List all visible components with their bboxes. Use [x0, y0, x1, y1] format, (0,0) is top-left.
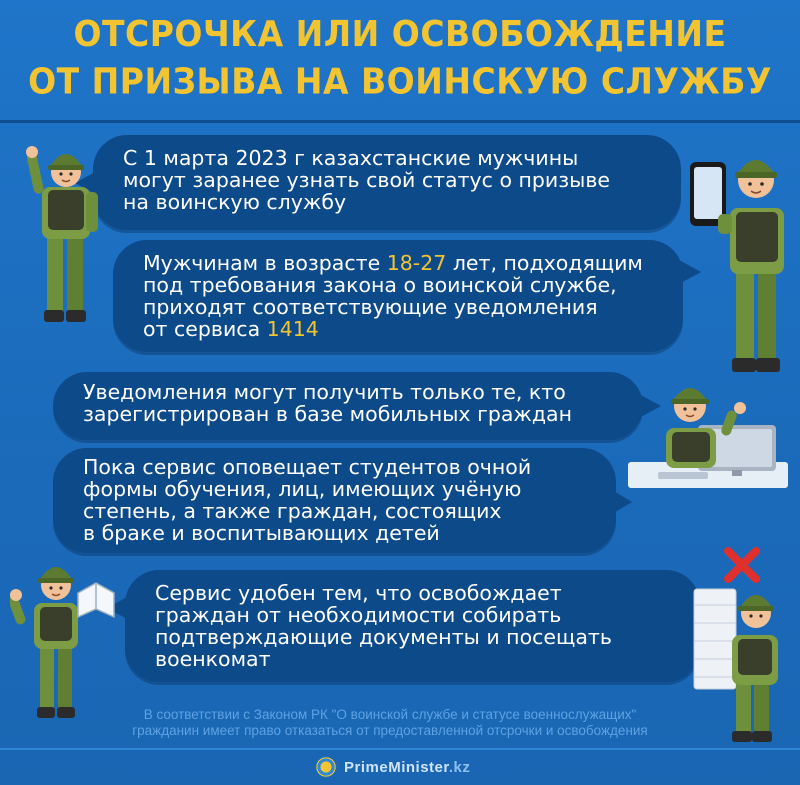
age-range-highlight: 18-27: [386, 251, 447, 275]
info-bubble-categories: [53, 448, 616, 553]
bubble-text-line: Пока сервис оповещает студентов очной: [83, 455, 532, 479]
bubble-text-line: под требования закона о воинской службе,: [143, 273, 617, 297]
bubble-text-line: граждан от необходимости собирать: [155, 603, 562, 627]
footer-divider: [0, 748, 800, 750]
info-bubble-status: [93, 135, 681, 230]
logo-text: [344, 759, 470, 776]
text-segment: от сервиса: [143, 317, 267, 341]
logo-text-minister: Minister: [388, 758, 449, 776]
info-bubble-age: [113, 240, 683, 352]
red-cross-icon: [722, 545, 762, 585]
service-number-highlight: 1414: [266, 317, 319, 341]
bubble-text-line: военкомат: [155, 647, 271, 671]
title-line-1: ОТСРОЧКА ИЛИ ОСВОБОЖДЕНИЕ: [73, 12, 727, 55]
soldier-pointing-illustration: [22, 132, 114, 332]
title-divider: [0, 120, 800, 123]
site-logo[interactable]: [315, 754, 470, 780]
soldier-book-illustration: [10, 555, 125, 725]
bubble-text-line: Уведомления могут получить только те, кто: [83, 380, 566, 404]
bubble-text-line: Сервис удобен тем, что освобождает: [155, 581, 562, 605]
bubble-text-line: зарегистрирован в базе мобильных граждан: [83, 402, 573, 426]
bubble-text-line: приходят соответствующие уведомления: [143, 295, 598, 319]
bubble-text-line: С 1 марта 2023 г казахстанские мужчины: [123, 146, 579, 170]
page-title: [0, 10, 800, 105]
logo-text-prime: Prime: [344, 758, 389, 776]
info-bubble-registration: [53, 372, 643, 440]
bubble-text-line: могут заранее узнать свой статус о призыве: [123, 168, 611, 192]
law-footnote: [60, 707, 720, 739]
bubble-text-line: подтверждающие документы и посещать: [155, 625, 612, 649]
bubble-text-line: [143, 318, 683, 340]
bubble-text-line: формы обучения, лиц, имеющих учёную: [83, 477, 522, 501]
text-segment: лет, подходящим: [446, 251, 643, 275]
info-bubble-convenience: [125, 570, 700, 682]
bubble-text-line: на воинскую службу: [123, 190, 347, 214]
bubble-text-line: в браке и воспитывающих детей: [83, 521, 440, 545]
footnote-line-1: В соответствии с Законом РК "О воинской службе и статусе военнослужащих": [143, 707, 637, 722]
soldier-phone-illustration: [688, 140, 788, 380]
bubble-text-line: [143, 252, 683, 274]
text-segment: Мужчинам в возрасте: [143, 251, 387, 275]
title-line-2: ОТ ПРИЗЫВА НА ВОИНСКУЮ СЛУЖБУ: [28, 60, 772, 103]
soldier-computer-illustration: [628, 370, 788, 495]
bubble-text-line: степень, а также граждан, состоящих: [83, 499, 502, 523]
footnote-line-2: гражданин имеет право отказаться от предоставленной отсрочки и освобождения: [132, 723, 648, 738]
logo-text-domain: .kz: [448, 758, 471, 776]
logo-emblem-icon: [315, 756, 337, 778]
